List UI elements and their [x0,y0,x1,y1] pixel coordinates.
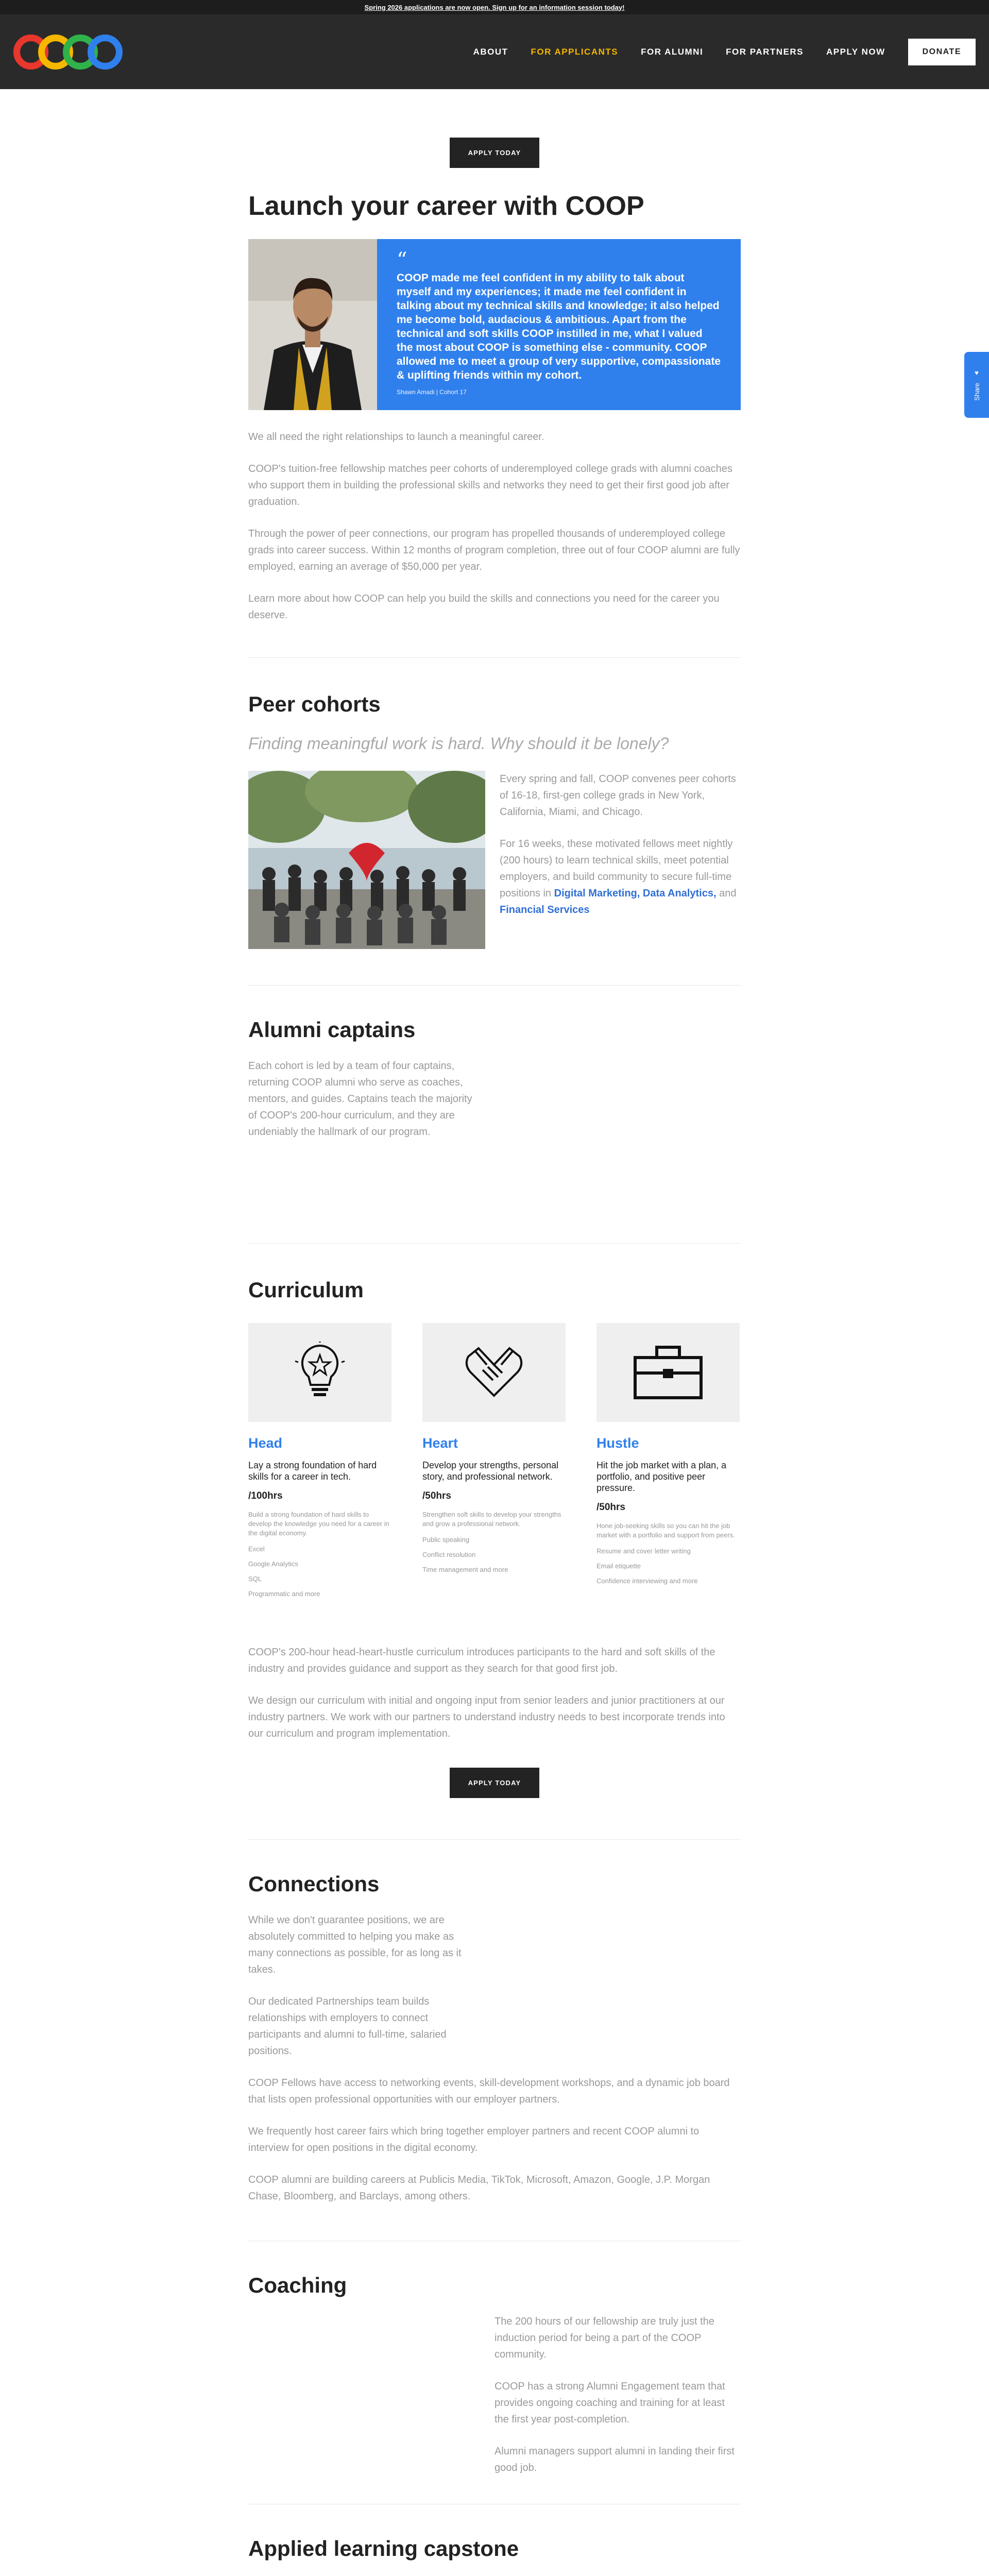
announcement-bar[interactable] [0,0,989,14]
hero-para: We all need the right relationships to launch a meaningful career. [248,431,544,443]
capstone-title: Applied learning capstone [248,2536,519,2561]
coaching-para: COOP has a strong Alumni Engagement team that provides ongoing coaching and training for at least the first year post-completion. [494,2381,725,2425]
card-item: Public speaking [422,1536,470,1544]
section-divider [248,1243,741,1244]
peer-subtitle: Finding meaningful work is hard. Why should it be lonely? [248,734,669,753]
donate-button[interactable]: DONATE [908,39,976,65]
testimonial-quote: COOP made me feel confident in my ability to talk about myself and my experiences; it made me feel confident in talking about my technical skills and knowledge; it also helped me become bold, audacious & ambitious. Apart from the technical and soft skills COOP instilled in me, what I valued the most about COOP is something else - community. COOP allowed me to meet a group of very supportive, compassionate & uplifting friends within my cohort. [397,272,721,381]
nav-for-alumni[interactable]: FOR ALUMNI [641,46,704,57]
curriculum-para: We design our curriculum with initial and ongoing input from senior leaders and junior practitioners at our industry partners. We work with our partners to understand industry needs to best incorporate trends into our curriculum and program implementation. [248,1695,725,1739]
card-item: Confidence interviewing and more [596,1577,698,1585]
card-sub: Strengthen soft skills to develop your strengths and grow a professional network. [422,1511,561,1528]
track-financial-services-link[interactable]: Financial Services [500,904,590,916]
connections-para: We frequently host career fairs which bring together employer partners and recent COOP alumni to interview for open positions in the digital economy. [248,2126,700,2154]
card-item: Email etiquette [596,1562,641,1570]
testimonial [248,239,741,410]
main-nav [0,14,989,89]
card-hours: /50hrs [596,1502,625,1513]
peer-para-1: Every spring and fall, COOP convenes peer cohorts of 16-18, first-gen college grads in New York, California, Miami, and Chicago. [500,773,736,818]
curriculum-cards [248,1323,741,1598]
cohort-illustration [248,771,485,949]
nav-for-applicants[interactable]: FOR APPLICANTS [531,46,619,57]
announcement-text[interactable]: Spring 2026 applications are now open. Sign up for an information session today! [364,3,625,11]
coaching-title: Coaching [248,2273,347,2297]
curriculum-title: Curriculum [248,1278,364,1302]
track-digital-marketing-link[interactable]: Digital Marketing, [554,888,640,899]
connections-para: While we don't guarantee positions, we are absolutely committed to helping you make as many connections as possible, for as long as it takes. [248,1914,462,1975]
curriculum-card-hustle [596,1323,740,1598]
connections-para: Our dedicated Partnerships team builds relationships with employers to connect participants and alumni to full-time, salaried positions. [248,1996,447,2057]
card-lead: Develop your strengths, personal story, and professional network. [422,1460,559,1482]
apply-today-button-top[interactable]: APPLY TODAY [450,138,540,168]
heart-icon: ♥ [975,369,979,377]
card-title: Head [248,1435,283,1451]
logo-ring-blue [88,35,123,70]
card-lead: Lay a strong foundation of hard skills for a career in tech. [248,1460,377,1482]
testimonial-quote-box [377,239,741,410]
connections-title: Connections [248,1872,380,1896]
card-item: Programmatic and more [248,1590,320,1598]
nav-apply-now[interactable]: APPLY NOW [826,46,885,57]
peer-para-2: For 16 weeks, these motivated fellows meet nightly (200 hours) to learn technical skills, meet potential employers, and build community to secure full-time positions in Digital Marketing, Data Analytics, and Financial Services [500,838,737,916]
curriculum-para: COOP's 200-hour head-heart-hustle curriculum introduces participants to the hard and soft skills of the industry and provides guidance and support as they search for that good first job. [248,1647,715,1674]
coaching-para: The 200 hours of our fellowship are truly just the induction period for being a part of the COOP community. [494,2316,714,2360]
card-sub: Build a strong foundation of hard skills to develop the knowledge you need for a career in the digital economy. [248,1511,389,1537]
card-hours: /50hrs [422,1490,451,1501]
card-hours: /100hrs [248,1490,283,1501]
connections-para: COOP alumni are building careers at Publicis Media, TikTok, Microsoft, Amazon, Google, J.P. Morgan Chase, Bloomberg, and Barclays, among others. [248,2174,710,2202]
hero-para: COOP's tuition-free fellowship matches peer cohorts of underemployed college grads with alumni coaches who support them in building the professional skills and networks they need to get their first good job after graduation. [248,463,732,507]
hero-title: Launch your career with COOP [248,191,644,221]
card-title: Hustle [596,1435,639,1451]
captains-title: Alumni captains [248,1018,416,1042]
card-item: Time management and more [422,1566,508,1573]
briefcase-icon [596,1323,740,1422]
apply-today-button-mid[interactable]: APPLY TODAY [450,1768,540,1798]
card-item: Google Analytics [248,1560,298,1568]
connections-para: COOP Fellows have access to networking events, skill-development workshops, and a dynamic job board that lists open professional opportunities with our employer partners. [248,2077,730,2105]
captains-text: Each cohort is led by a team of four captains, returning COOP alumni who serve as coaches, mentors, and guides. Captains teach the majority of COOP's 200-hour curriculum, and they are undeniably the hallmark of our program. [248,1060,472,1138]
portrait-illustration [248,239,377,410]
card-item: Excel [248,1545,265,1553]
nav-links [473,39,976,65]
track-data-analytics-link[interactable]: Data Analytics, [642,888,717,899]
share-label: Share [973,383,981,401]
curriculum-card-head [248,1323,391,1598]
lightbulb-icon [248,1323,391,1422]
hero-para: Learn more about how COOP can help you build the skills and connections you need for the career you deserve. [248,593,720,621]
peer-title: Peer cohorts [248,692,381,716]
handshake-heart-icon [422,1323,566,1422]
card-item: SQL [248,1575,262,1583]
card-item: Resume and cover letter writing [596,1547,691,1555]
curriculum-card-heart [422,1323,566,1598]
testimonial-portrait [248,239,377,410]
cohort-photo [248,771,485,949]
card-sub: Hone job-seeking skills so you can hit the job market with a portfolio and support from peers. [596,1522,735,1539]
quote-icon: “ [397,248,407,272]
coaching-para: Alumni managers support alumni in landing their first good job. [494,2446,735,2473]
card-lead: Hit the job market with a plan, a portfolio, and positive peer pressure. [596,1460,727,1493]
card-item: Conflict resolution [422,1551,476,1558]
nav-for-partners[interactable]: FOR PARTNERS [726,46,804,57]
share-button[interactable] [964,352,989,418]
nav-about[interactable]: ABOUT [473,46,508,57]
card-title: Heart [422,1435,458,1451]
testimonial-author: Shawn Amadi | Cohort 17 [397,388,467,396]
hero-para: Through the power of peer connections, our program has propelled thousands of underemployed college grads into career success. Within 12 months of program completion, three out of four COOP alumni are fully employed, earning an average of $50,000 per year. [248,528,740,572]
coop-logo[interactable] [13,29,124,75]
